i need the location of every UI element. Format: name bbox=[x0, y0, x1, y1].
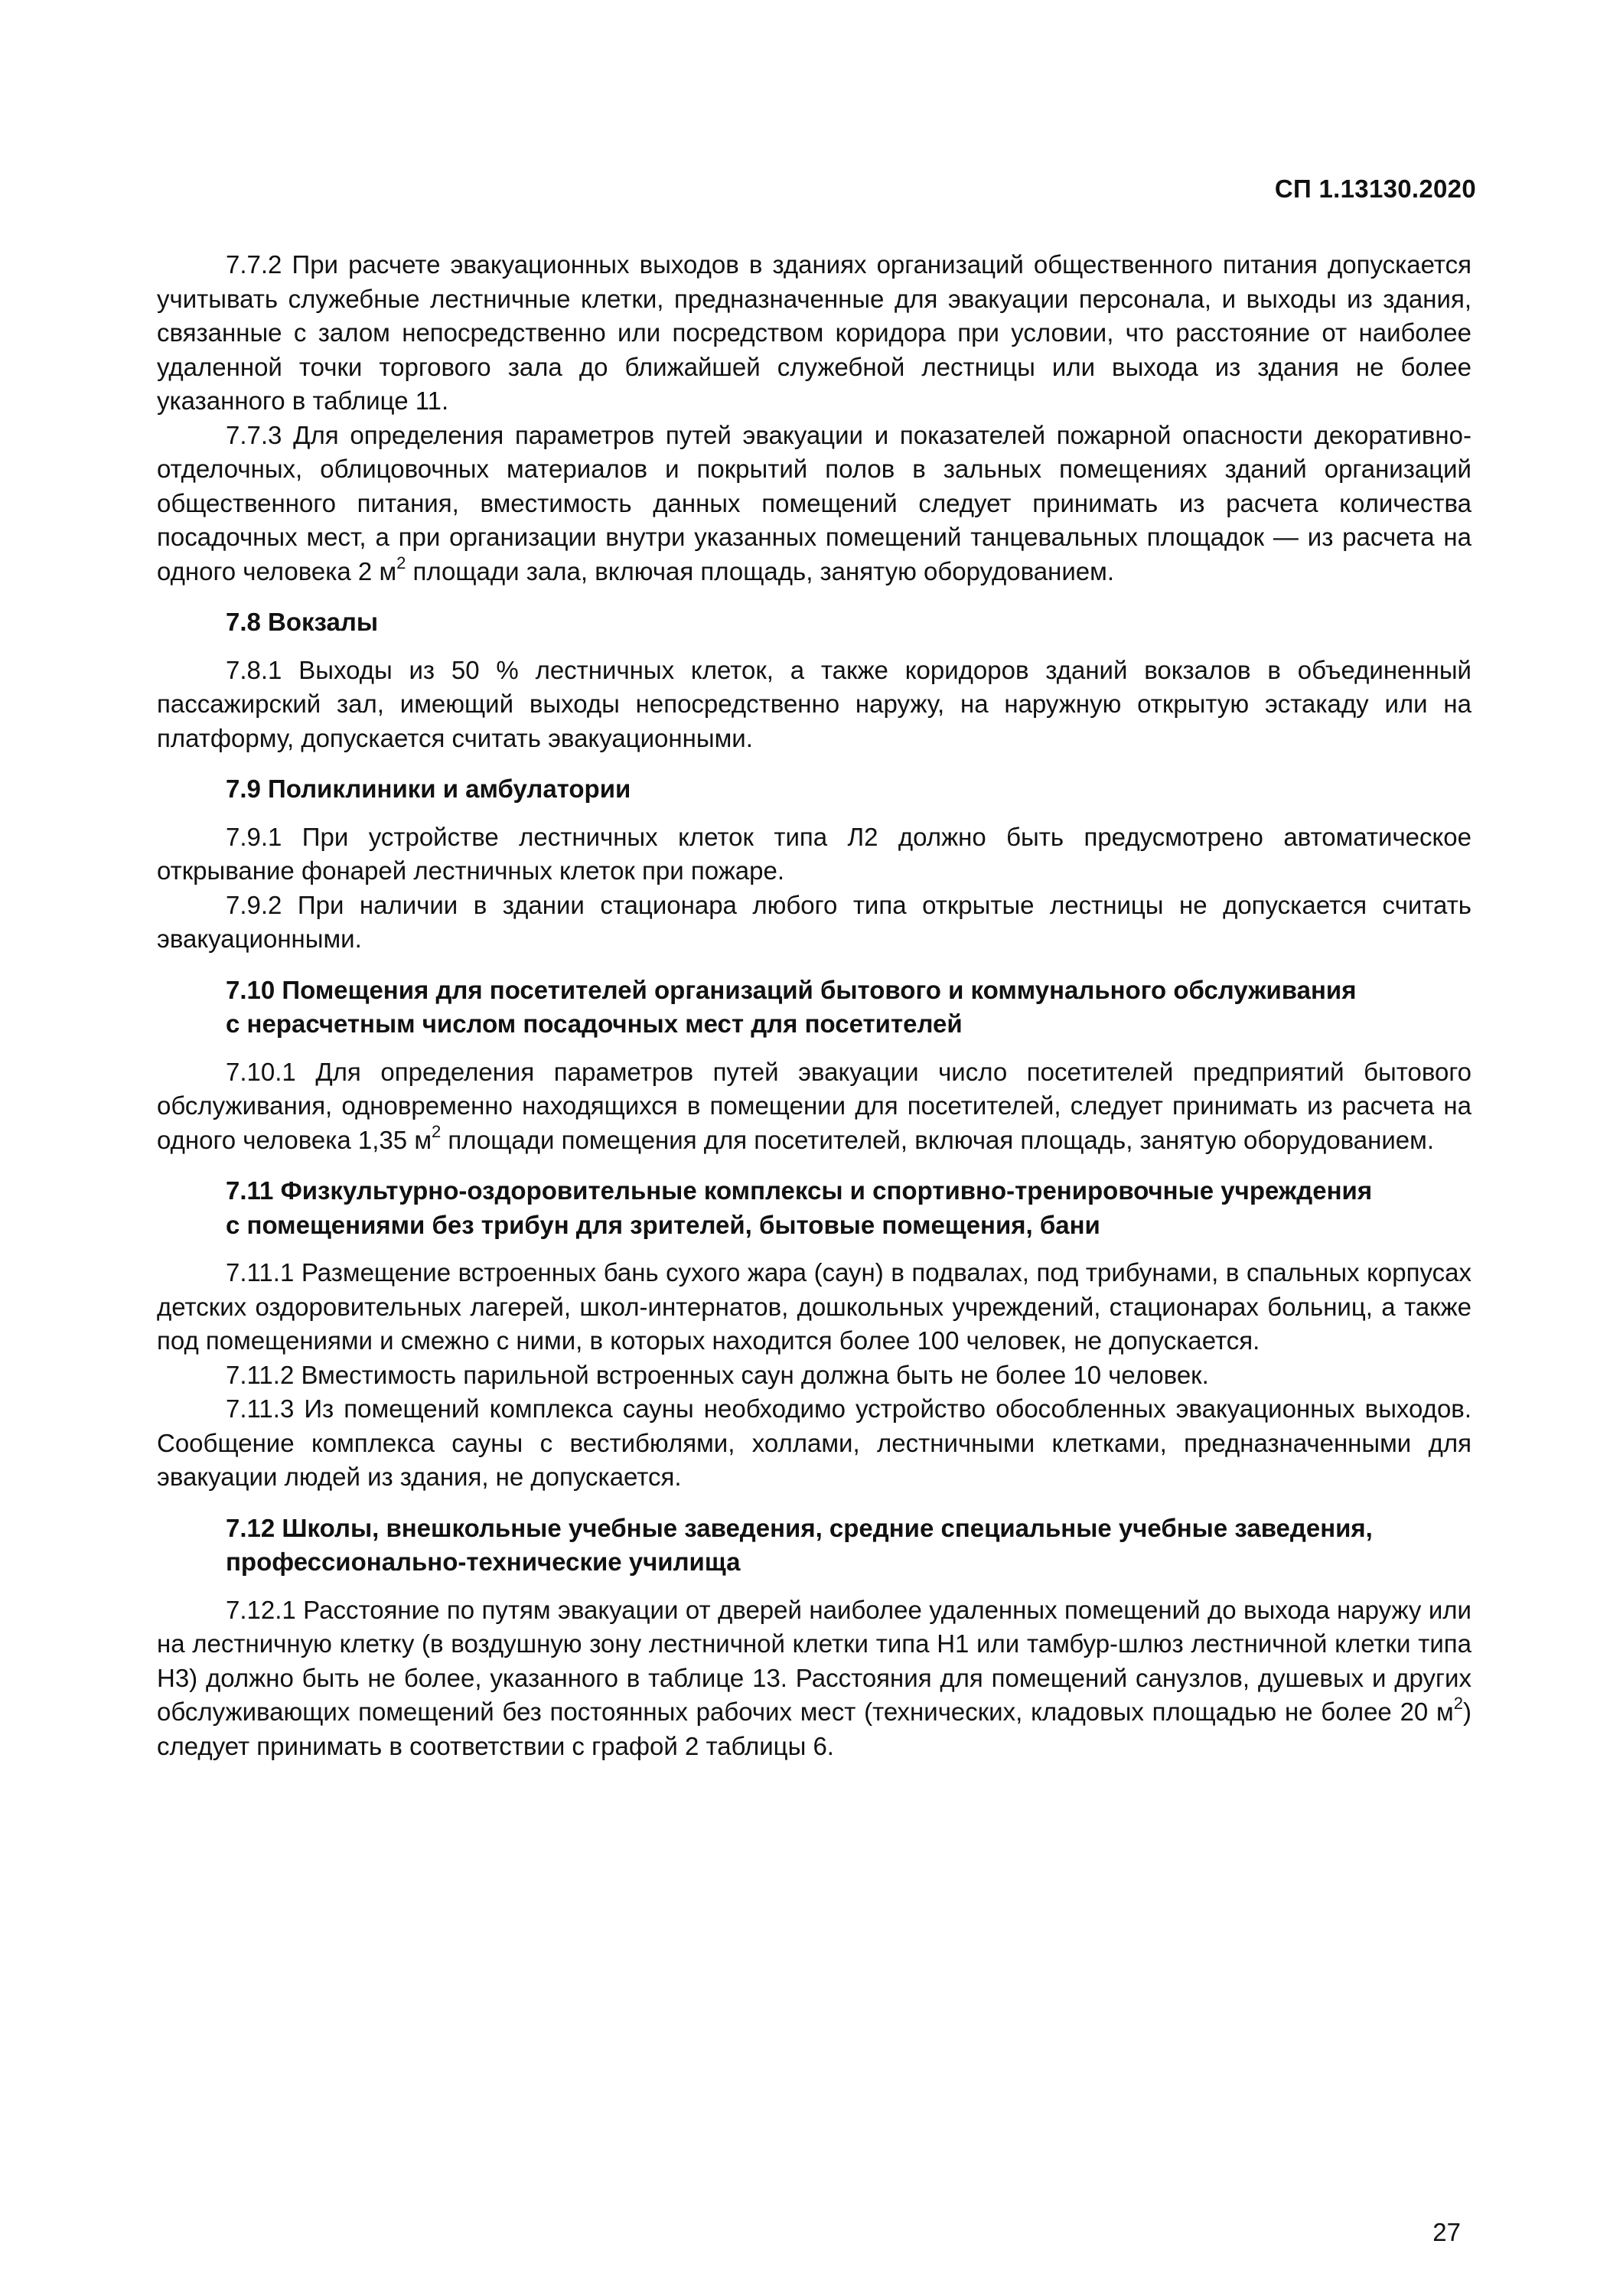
heading-line: профессионально-технические училища bbox=[226, 1548, 741, 1576]
superscript: 2 bbox=[432, 1121, 442, 1141]
paragraph-7-12-1 bbox=[157, 1593, 1471, 1764]
superscript: 2 bbox=[396, 553, 406, 572]
paragraph-text: площади зала, включая площадь, занятую оборудованием. bbox=[406, 556, 1115, 585]
paragraph-text: 7.12.1 Расстояние по путям эвакуации от дверей наиболее удаленных помещений до выхода наружу или на лестничную клетку (в воздушную зону лестничной клетки типа Н1 или тамбур-шлюз лестничной клетки типа Н3) должно быть не более, указанного в таблице 13. Расстояния для помещений санузлов, душевых и других обслуживающих помещений без постоянных рабочих мест (технических, кладовых площадью не более 20 м bbox=[157, 1595, 1471, 1726]
heading-line: с нерасчетным числом посадочных мест для посетителей bbox=[226, 1009, 963, 1038]
document-code: СП 1.13130.2020 bbox=[1274, 174, 1476, 203]
paragraph-text: ) следует принимать в соответствии с графой 2 таблицы 6. bbox=[157, 1698, 1471, 1760]
paragraph-text: площади помещения для посетителей, включая площадь, занятую оборудованием. bbox=[441, 1125, 1434, 1154]
heading-line: 7.10 Помещения для посетителей организаций бытового и коммунального обслуживания bbox=[226, 975, 1357, 1004]
heading-line: с помещениями без трибун для зрителей, бытовые помещения, бани bbox=[226, 1210, 1100, 1239]
section-heading-7-8: 7.8 Вокзалы bbox=[226, 608, 379, 636]
heading-line: 7.11 Физкультурно-оздоровительные комплексы и спортивно-тренировочные учреждения bbox=[226, 1176, 1373, 1205]
section-heading-7-11 bbox=[226, 1174, 1471, 1242]
superscript: 2 bbox=[1453, 1694, 1463, 1713]
paragraph-7-10-1 bbox=[157, 1055, 1471, 1158]
paragraph-text: 7.10.1 Для определения параметров путей эвакуации число посетителей предприятий бытового обслуживания, одновременно находящихся в помещении для посетителей, следует принимать из расчета на одного человека 1,35 м bbox=[157, 1057, 1471, 1154]
page-number: 27 bbox=[1432, 2218, 1461, 2246]
paragraph-7-8-1: 7.8.1 Выходы из 50 % лестничных клеток, а также коридоров зданий вокзалов в объединенный пассажирский зал, имеющий выходы непосредственно наружу, на наружную открытую эстакаду или на платформу, допускается считать эвакуационными. bbox=[157, 655, 1471, 752]
paragraph-7-9-2: 7.9.2 При наличии в здании стационара любого типа открытые лестницы не допускается считать эвакуационными. bbox=[157, 890, 1471, 953]
paragraph-7-9-1: 7.9.1 При устройстве лестничных клеток типа Л2 должно быть предусмотрено автоматическое открывание фонарей лестничных клеток при пожаре. bbox=[157, 822, 1471, 885]
section-heading-7-10 bbox=[226, 974, 1471, 1042]
paragraph-7-7-3 bbox=[157, 419, 1471, 589]
section-heading-7-12 bbox=[226, 1512, 1471, 1580]
heading-line: 7.12 Школы, внешкольные учебные заведения, средние специальные учебные заведения, bbox=[226, 1513, 1373, 1542]
paragraph-7-11-2: 7.11.2 Вместимость парильной встроенных саун должна быть не более 10 человек. bbox=[226, 1360, 1209, 1389]
paragraph-text: 7.7.3 Для определения параметров путей эвакуации и показателей пожарной опасности декоративно-отделочных, облицовочных материалов и покрытий полов в зальных помещениях зданий организаций общественного питания, вместимость данных помещений следует принимать из расчета количества посадочных мест, а при организации внутри указанных помещений танцевальных площадок — из расчета на одного человека 2 м bbox=[157, 420, 1471, 585]
paragraph-7-11-1: 7.11.1 Размещение встроенных бань сухого жара (саун) в подвалах, под трибунами, в спальных корпусах детских оздоровительных лагерей, школ-интернатов, дошкольных учреждений, стационарах больниц, а также под помещениями и смежно с ними, в которых находится более 100 человек, не допускается. bbox=[157, 1258, 1471, 1355]
paragraph-7-11-3: 7.11.3 Из помещений комплекса сауны необходимо устройство обособленных эвакуационных выходов. Сообщение комплекса сауны с вестибюлями, холлами, лестничными клетками, предназначенными для эвакуации людей из здания, не допускается. bbox=[157, 1394, 1471, 1491]
document-body bbox=[157, 248, 1471, 1763]
section-heading-7-9: 7.9 Поликлиники и амбулатории bbox=[226, 775, 631, 803]
paragraph-7-7-2: 7.7.2 При расчете эвакуационных выходов в зданиях организаций общественного питания допускается учитывать служебные лестничные клетки, предназначенные для эвакуации персонала, и выходы из здания, связанные с залом непосредственно или посредством коридора при условии, что расстояние от наиболее удаленной точки торгового зала до ближайшей служебной лестницы или выхода из здания не более указанного в таблице 11. bbox=[157, 250, 1471, 415]
